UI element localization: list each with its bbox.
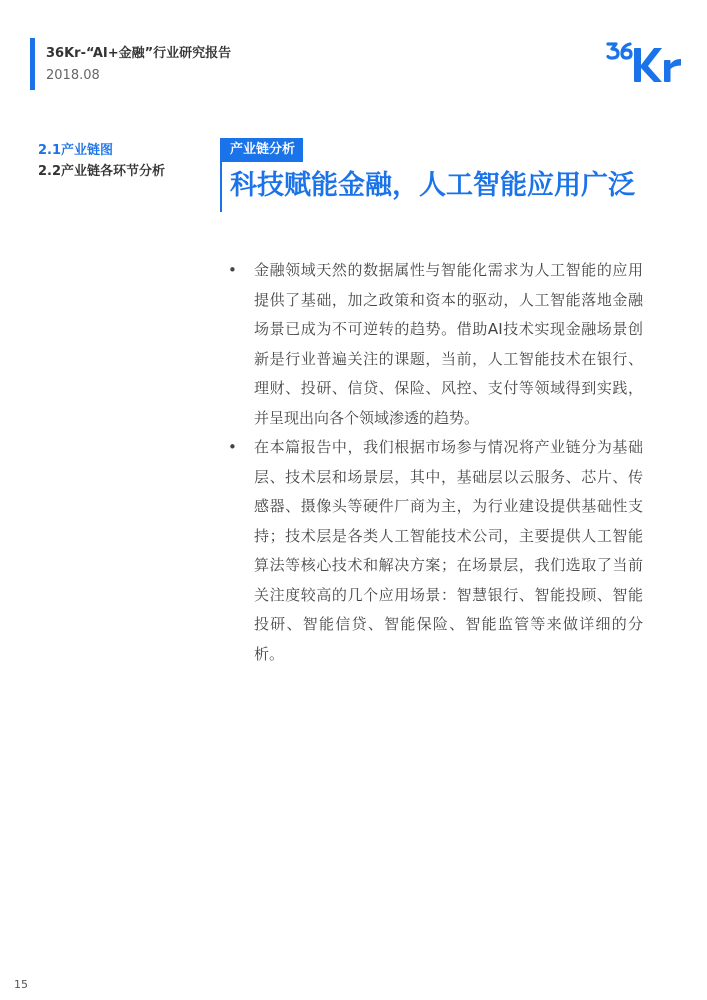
bullet-item: [228, 256, 643, 433]
page-heading: 科技赋能金融，人工智能应用广泛: [230, 170, 635, 201]
bullet-item: [228, 433, 643, 669]
header-accent-bar: [30, 38, 35, 90]
nav-item-chain-segment-analysis[interactable]: 2.2产业链各环节分析: [38, 164, 166, 179]
bullet-text: 在本篇报告中，我们根据市场参与情况将产业链分为基础层、技术层和场景层，其中，基础层以云服务、芯片、传感器、摄像头等硬件厂商为主，为行业建设提供基础性支持；技术层是各类人工智能技术公司，主要提供人工智能算法等核心技术和解决方案；在场景层，我们选取了当前关注度较高的几个应用场景：智慧银行、智能投顾、智能投研、智能信贷、智能保险、智能监管等来做详细的分析。: [254, 438, 643, 663]
nav-item-industry-chain-map[interactable]: 2.1产业链图: [38, 143, 114, 158]
section-tag: 产业链分析: [222, 138, 303, 162]
page-number: 15: [14, 978, 28, 991]
36kr-logo: [606, 38, 682, 84]
bullet-list: [228, 256, 643, 669]
bullet-dot-icon: •: [228, 261, 237, 279]
report-title: 36Kr-“AI+金融”行业研究报告: [46, 46, 232, 61]
report-date: 2018.08: [46, 68, 100, 83]
section-nav: [38, 140, 208, 182]
bullet-dot-icon: •: [228, 438, 237, 456]
bullet-text: 金融领域天然的数据属性与智能化需求为人工智能的应用提供了基础，加之政策和资本的驱动，人工智能落地金融场景已成为不可逆转的趋势。借助AI技术实现金融场景创新是行业普遍关注的课题，当前，人工智能技术在银行、理财、投研、信贷、保险、风控、支付等领域得到实践，并呈现出向各个领域渗透的趋势。: [254, 261, 643, 427]
